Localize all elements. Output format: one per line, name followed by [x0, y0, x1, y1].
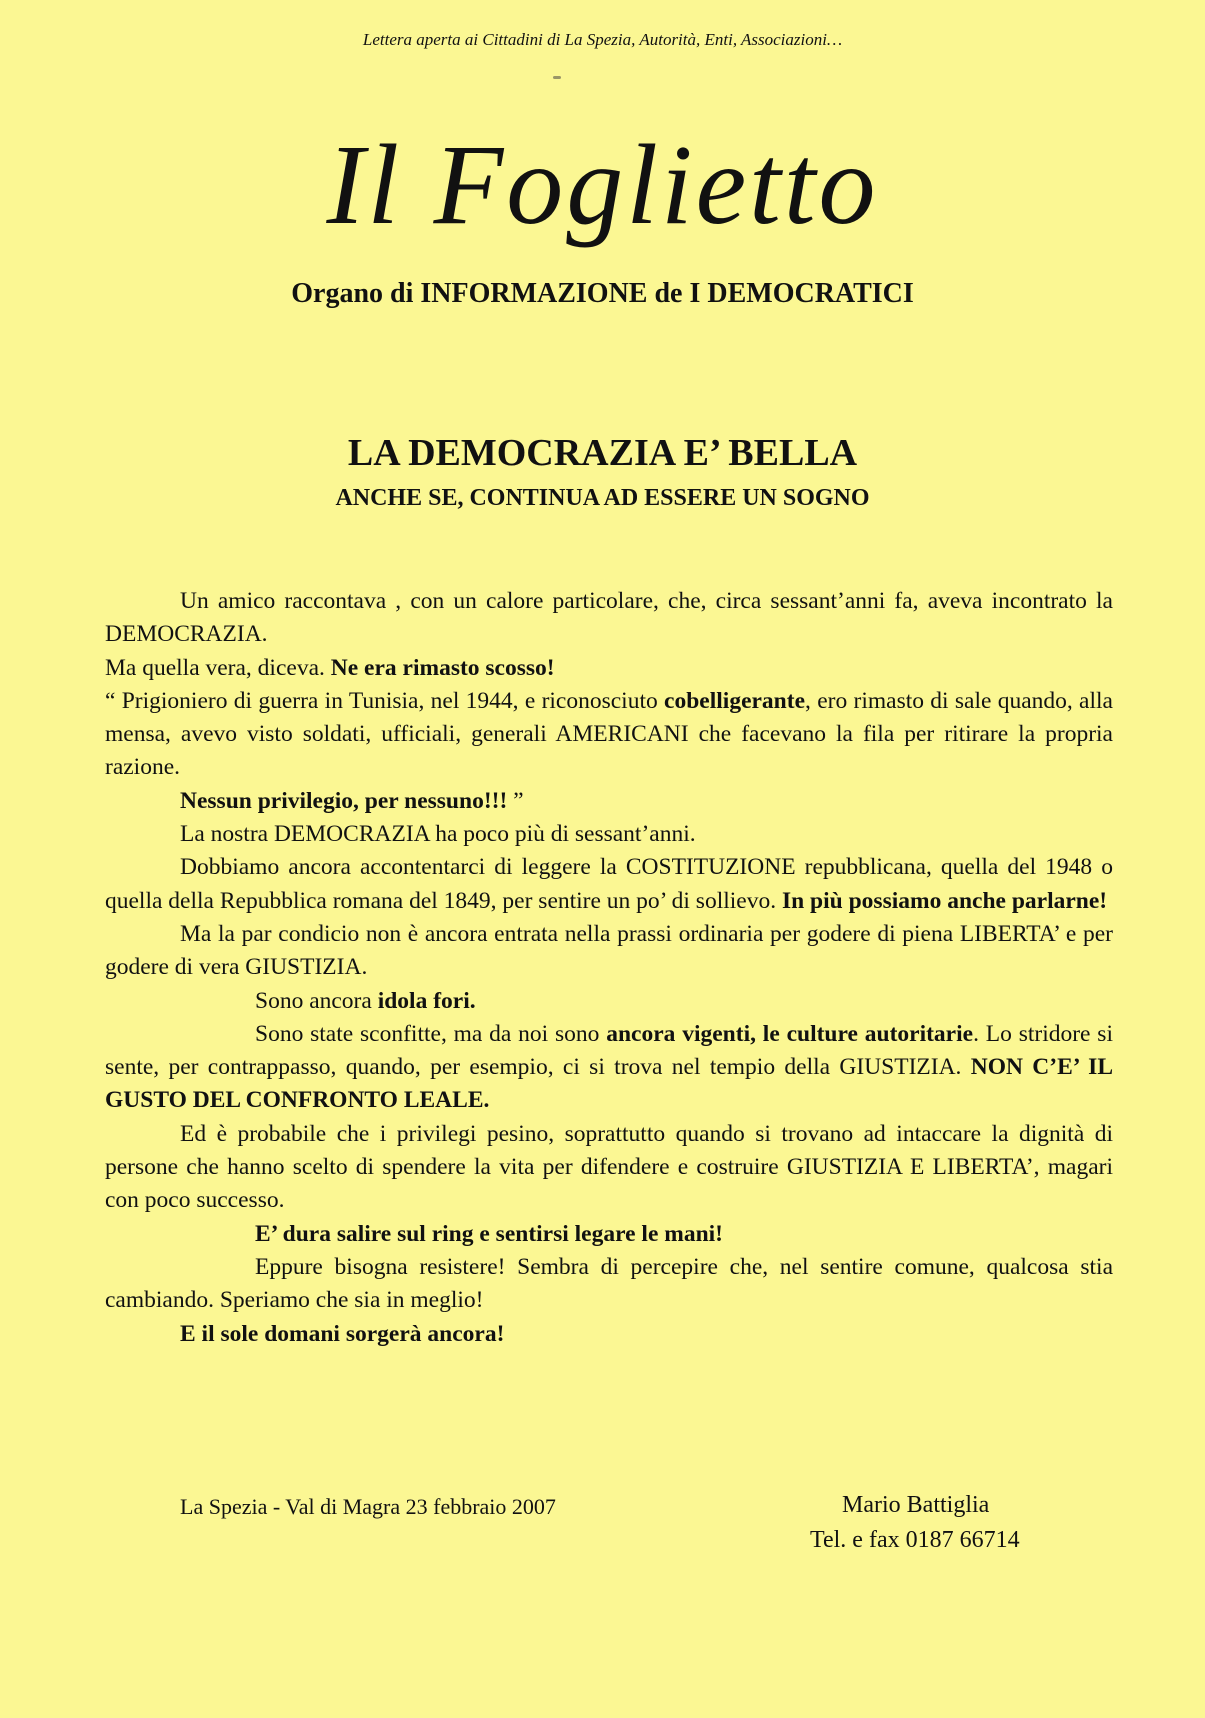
paragraph-7: Ma la par condicio non è ancora entrata nella prassi ordinaria per godere di piena LIBERTA’ e per godere di vera GIUSTIZIA. [105, 920, 1113, 981]
paragraph-8 [105, 985, 1113, 1018]
masthead-subtitle: Organo di INFORMAZIONE de I DEMOCRATICI [291, 278, 914, 309]
paragraph-1: Un amico raccontava , con un calore particolare, che, circa sessant’anni fa, aveva incontrato la DEMOCRAZIA. [105, 588, 1113, 648]
author-name: Mario Battiglia [842, 1492, 990, 1518]
paragraph-2-bold: Ne era rimasto scosso! [330, 654, 555, 681]
paragraph-2-text: Ma quella vera, diceva. [105, 654, 331, 681]
paragraph-4-bold: Nessun privilegio, per nessuno!!! [180, 787, 514, 814]
place-date: La Spezia - Val di Magra 23 febbraio 2007 [180, 1494, 556, 1519]
signature-block [810, 1488, 1020, 1558]
paragraph-4-quote: ” [513, 787, 524, 814]
paragraph-11: E’ dura salire sul ring e sentirsi legare le mani! [255, 1220, 724, 1247]
paragraph-6 [105, 851, 1113, 918]
paragraph-3-text-b: , ero rimasto di sale quando, alla mensa, avevo visto soldati, ufficiali, generali AMERICANI che facevano la fila per ritirare la propria razione. [105, 687, 1113, 781]
paper-speck [553, 76, 561, 79]
paragraph-3-text-a: “ Prigioniero di guerra in Tunisia, nel 1944, e riconosciuto [105, 687, 665, 714]
paragraph-3 [105, 685, 1113, 785]
paragraph-9-text-a: Sono state sconfitte, ma da noi sono [255, 1020, 607, 1047]
paragraph-9 [105, 1018, 1113, 1118]
paragraph-6-text: Dobbiamo ancora accontentarci di leggere la COSTITUZIONE repubblicana, quella del 1948 o quella della Repubblica romana del 1849, per sentire un po’ di sollievo. [105, 854, 1113, 914]
article-body [105, 585, 1113, 1351]
paragraph-9-bold-a: ancora vigenti, le culture autoritarie [606, 1020, 974, 1047]
paragraph-2 [105, 652, 1113, 685]
paragraph-5: La nostra DEMOCRAZIA ha poco più di sessant’anni. [180, 821, 696, 848]
paragraph-13: E il sole domani sorgerà ancora! [180, 1320, 505, 1347]
contact-phone: Tel. e fax 0187 66714 [810, 1527, 1020, 1553]
paragraph-8-bold: idola fori. [377, 987, 476, 1014]
paragraph-9-text-b: . Lo stridore si sente, per contrappasso, quando, per esempio, ci si trova nel tempio della GIUSTIZIA. [105, 1020, 1113, 1081]
paragraph-4 [105, 785, 1113, 818]
paragraph-8-text: Sono ancora [255, 987, 378, 1014]
open-letter-line: Lettera aperta ai Cittadini di La Spezia, Autorità, Enti, Associazioni… [362, 30, 843, 49]
paragraph-9-bold-b: NON C’E’ IL GUSTO DEL CONFRONTO LEALE. [105, 1054, 1114, 1114]
paragraph-12: Eppure bisogna resistere! Sembra di percepire che, nel sentire comune, qualcosa stia cambiando. Speriamo che sia in meglio! [105, 1253, 1113, 1314]
article-headline: LA DEMOCRAZIA E’ BELLA [347, 432, 858, 474]
paragraph-3-bold: cobelligerante [664, 687, 806, 714]
article-subheadline: ANCHE SE, CONTINUA AD ESSERE UN SOGNO [335, 485, 870, 511]
paragraph-10: Ed è probabile che i privilegi pesino, soprattutto quando si trovano ad intaccare la dignità di persone che hanno scelto di spendere la vita per difendere e costruire GIUSTIZIA E LIBERTA’, magari con poco successo. [105, 1120, 1113, 1214]
masthead-title: Il Foglietto [326, 121, 879, 248]
paragraph-6-bold: In più possiamo anche parlarne! [781, 887, 1108, 914]
